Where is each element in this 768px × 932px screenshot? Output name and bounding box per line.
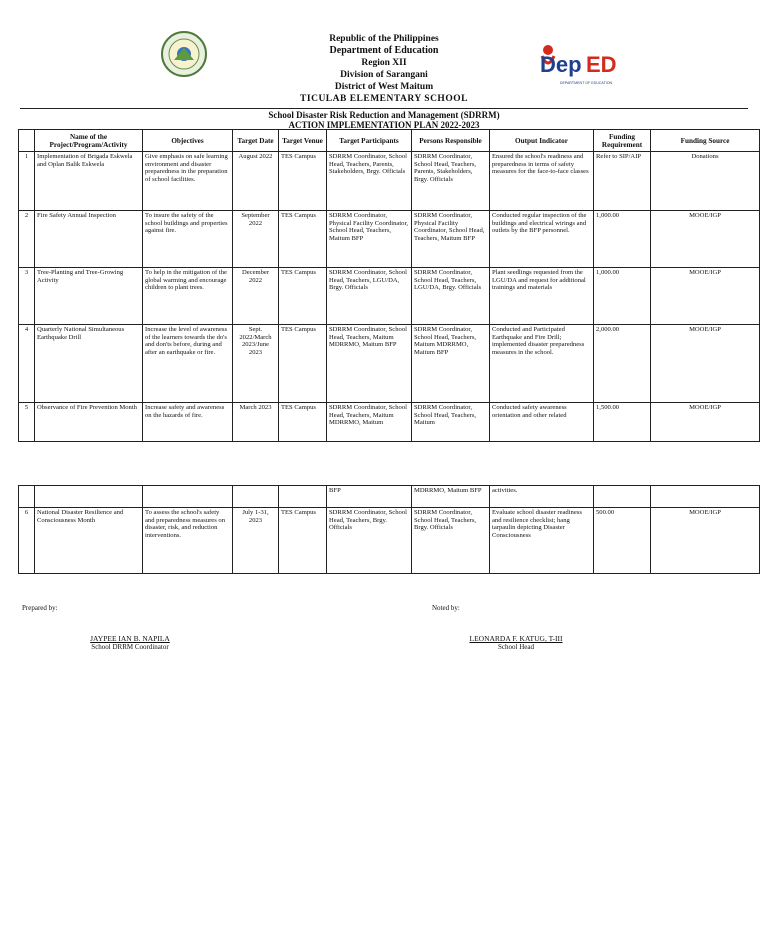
cell-funding-src: MOOE/IGP — [651, 325, 760, 403]
header-persons: Persons Responsible — [412, 130, 490, 152]
table-row-continued — [19, 486, 760, 508]
deped-logo-subtext: DEPARTMENT OF EDUCATION — [559, 81, 613, 85]
cell-name: Implementation of Brigada Eskwela and Oplan Balik Eskwela — [35, 152, 143, 211]
cell-name: Fire Safety Annual Inspection — [35, 211, 143, 268]
prepared-by-role: School DRRM Coordinator — [91, 643, 169, 651]
plan-title-line1: School Disaster Risk Reduction and Management (SDRRM) — [268, 110, 500, 120]
cell-no: 6 — [19, 508, 35, 574]
prepared-by-block — [40, 634, 220, 652]
cell-no: 2 — [19, 211, 35, 268]
cell-output: Conducted regular inspection of the buildings and electrical wirings and outlets by the BFP personnel. — [490, 211, 594, 268]
deped-logo — [536, 40, 628, 80]
cell-venue — [279, 486, 327, 508]
cell-objectives: Increase safety and awareness on the hazards of fire. — [143, 403, 233, 442]
cell-output: activities. — [490, 486, 594, 508]
header-divider — [20, 108, 748, 109]
prepared-by-name: JAYPEE IAN B. NAPILA — [90, 634, 170, 643]
cell-persons: SDRRM Coordinator, School Head, Teachers, Parents, Stakeholders, Brgy. Officials — [412, 152, 490, 211]
plan-title-line2: ACTION IMPLEMENTATION PLAN 2022-2023 — [288, 120, 480, 130]
cell-objectives: To help in the mitigation of the global warming and encourage children to plant trees. — [143, 268, 233, 325]
cell-participants: SDRRM Coordinator, School Head, Teachers, Brgy. Officials — [327, 508, 412, 574]
header-name: Name of the Project/Program/Activity — [35, 130, 143, 152]
school-name: TICULAB ELEMENTARY SCHOOL — [300, 94, 468, 104]
cell-participants: SDRRM Coordinator, School Head, Teachers, Parents, Stakeholders, Brgy. Officials — [327, 152, 412, 211]
cell-no: 5 — [19, 403, 35, 442]
cell-no: 1 — [19, 152, 35, 211]
cell-venue: TES Campus — [279, 403, 327, 442]
letterhead — [0, 33, 768, 105]
division-line: Division of Sarangani — [340, 70, 428, 80]
cell-output: Evaluate school disaster readiness and resilience checklist; hang tarpaulin depicting Disaster Consciousness — [490, 508, 594, 574]
cell-funding-req — [594, 486, 651, 508]
cell-funding-src: MOOE/IGP — [651, 508, 760, 574]
cell-no: 4 — [19, 325, 35, 403]
cell-objectives — [143, 486, 233, 508]
cell-venue: TES Campus — [279, 211, 327, 268]
table-row — [19, 152, 760, 211]
cell-funding-src: Donations — [651, 152, 760, 211]
cell-funding-req: 1,000.00 — [594, 268, 651, 325]
cell-participants: SDRRM Coordinator, School Head, Teachers, Maitum MDRRMO, Maitum BFP — [327, 325, 412, 403]
header-no — [19, 130, 35, 152]
cell-no — [19, 486, 35, 508]
cell-venue: TES Campus — [279, 152, 327, 211]
cell-objectives: To assess the school's safety and preparedness measures on disaster, risk, and reduction interventions. — [143, 508, 233, 574]
plan-title — [0, 110, 768, 130]
cell-funding-src: MOOE/IGP — [651, 403, 760, 442]
cell-participants: SDRRM Coordinator, Physical Facility Coordinator, School Head, Teachers, Maitum BFP — [327, 211, 412, 268]
table-row — [19, 268, 760, 325]
cell-venue: TES Campus — [279, 268, 327, 325]
cell-date: August 2022 — [233, 152, 279, 211]
svg-text:ED: ED — [586, 52, 617, 77]
action-plan-table-continued — [18, 485, 760, 574]
prepared-by-label: Prepared by: — [22, 604, 58, 612]
cell-persons: SDRRM Coordinator, School Head, Teachers, Maitum — [412, 403, 490, 442]
table-row — [19, 403, 760, 442]
cell-venue: TES Campus — [279, 508, 327, 574]
cell-objectives: Increase the level of awareness of the learners towards the do's and don'ts before, during and after an earthquake or fire. — [143, 325, 233, 403]
region-line: Region XII — [361, 58, 407, 68]
cell-funding-req: 500.00 — [594, 508, 651, 574]
noted-by-block — [426, 634, 606, 652]
header-output: Output Indicator — [490, 130, 594, 152]
cell-funding-src: MOOE/IGP — [651, 211, 760, 268]
cell-funding-req: 1,000.00 — [594, 211, 651, 268]
cell-date: Sept. 2022/March 2023/June 2023 — [233, 325, 279, 403]
district-line: District of West Maitum — [334, 82, 434, 92]
cell-output: Plant seedlings requested from the LGU/DA and request for additional trainings and materials — [490, 268, 594, 325]
table-header-row — [19, 130, 760, 152]
cell-name — [35, 486, 143, 508]
cell-no: 3 — [19, 268, 35, 325]
table-row — [19, 508, 760, 574]
republic-line: Republic of the Philippines — [329, 34, 439, 44]
cell-persons: SDRRM Coordinator, School Head, Teachers, Maitum MDRRMO, Maitum BFP — [412, 325, 490, 403]
table-row — [19, 211, 760, 268]
header-participants: Target Participants — [327, 130, 412, 152]
cell-funding-src — [651, 486, 760, 508]
cell-funding-req: 1,500.00 — [594, 403, 651, 442]
header-date: Target Date — [233, 130, 279, 152]
header-venue: Target Venue — [279, 130, 327, 152]
cell-output: Ensured the school's readiness and preparedness in terms of safety measures for the face-to-face classes — [490, 152, 594, 211]
cell-output: Conducted and Participated Earthquake and Fire Drill; implemented disaster preparedness measures in the school. — [490, 325, 594, 403]
cell-date: July 1-31, 2023 — [233, 508, 279, 574]
cell-funding-src: MOOE/IGP — [651, 268, 760, 325]
header-funding-req: Funding Requirement — [594, 130, 651, 152]
cell-participants: BFP — [327, 486, 412, 508]
svg-text:Dep: Dep — [540, 52, 582, 77]
cell-persons: SDRRM Coordinator, School Head, Teachers, Brgy. Officials — [412, 508, 490, 574]
cell-name: Tree-Planting and Tree-Growing Activity — [35, 268, 143, 325]
cell-funding-req: 2,000.00 — [594, 325, 651, 403]
cell-persons: SDRRM Coordinator, Physical Facility Coordinator, School Head, Teachers, Maitum BFP — [412, 211, 490, 268]
cell-output: Conducted safety awareness orientation and other related — [490, 403, 594, 442]
action-plan-table — [18, 129, 760, 442]
cell-objectives: To insure the safety of the school buildings and properties against fire. — [143, 211, 233, 268]
cell-persons: MDRRMO, Maitum BFP — [412, 486, 490, 508]
noted-by-label: Noted by: — [432, 604, 460, 612]
cell-date: September 2022 — [233, 211, 279, 268]
noted-by-name: LEONARDA F. KATUG, T-III — [469, 634, 563, 643]
department-line: Department of Education — [329, 45, 439, 56]
cell-date: March 2023 — [233, 403, 279, 442]
cell-funding-req: Refer to SIP/AIP — [594, 152, 651, 211]
cell-name: National Disaster Resilience and Consciousness Month — [35, 508, 143, 574]
cell-name: Quarterly National Simultaneous Earthquake Drill — [35, 325, 143, 403]
header-objectives: Objectives — [143, 130, 233, 152]
cell-persons: SDRRM Coordinator, School Head, Teachers, LGU/DA, Brgy. Officials — [412, 268, 490, 325]
cell-participants: SDRRM Coordinator, School Head, Teachers, Maitum MDRRMO, Maitum — [327, 403, 412, 442]
cell-date — [233, 486, 279, 508]
cell-objectives: Give emphasis on safe learning environment and disaster preparedness in the preparation of school facilities. — [143, 152, 233, 211]
cell-name: Observance of Fire Prevention Month — [35, 403, 143, 442]
noted-by-role: School Head — [498, 643, 534, 651]
cell-venue: TES Campus — [279, 325, 327, 403]
cell-participants: SDRRM Coordinator, School Head, Teachers, LGU/DA, Brgy. Officials — [327, 268, 412, 325]
cell-date: December 2022 — [233, 268, 279, 325]
table-row — [19, 325, 760, 403]
header-funding-src: Funding Source — [651, 130, 760, 152]
